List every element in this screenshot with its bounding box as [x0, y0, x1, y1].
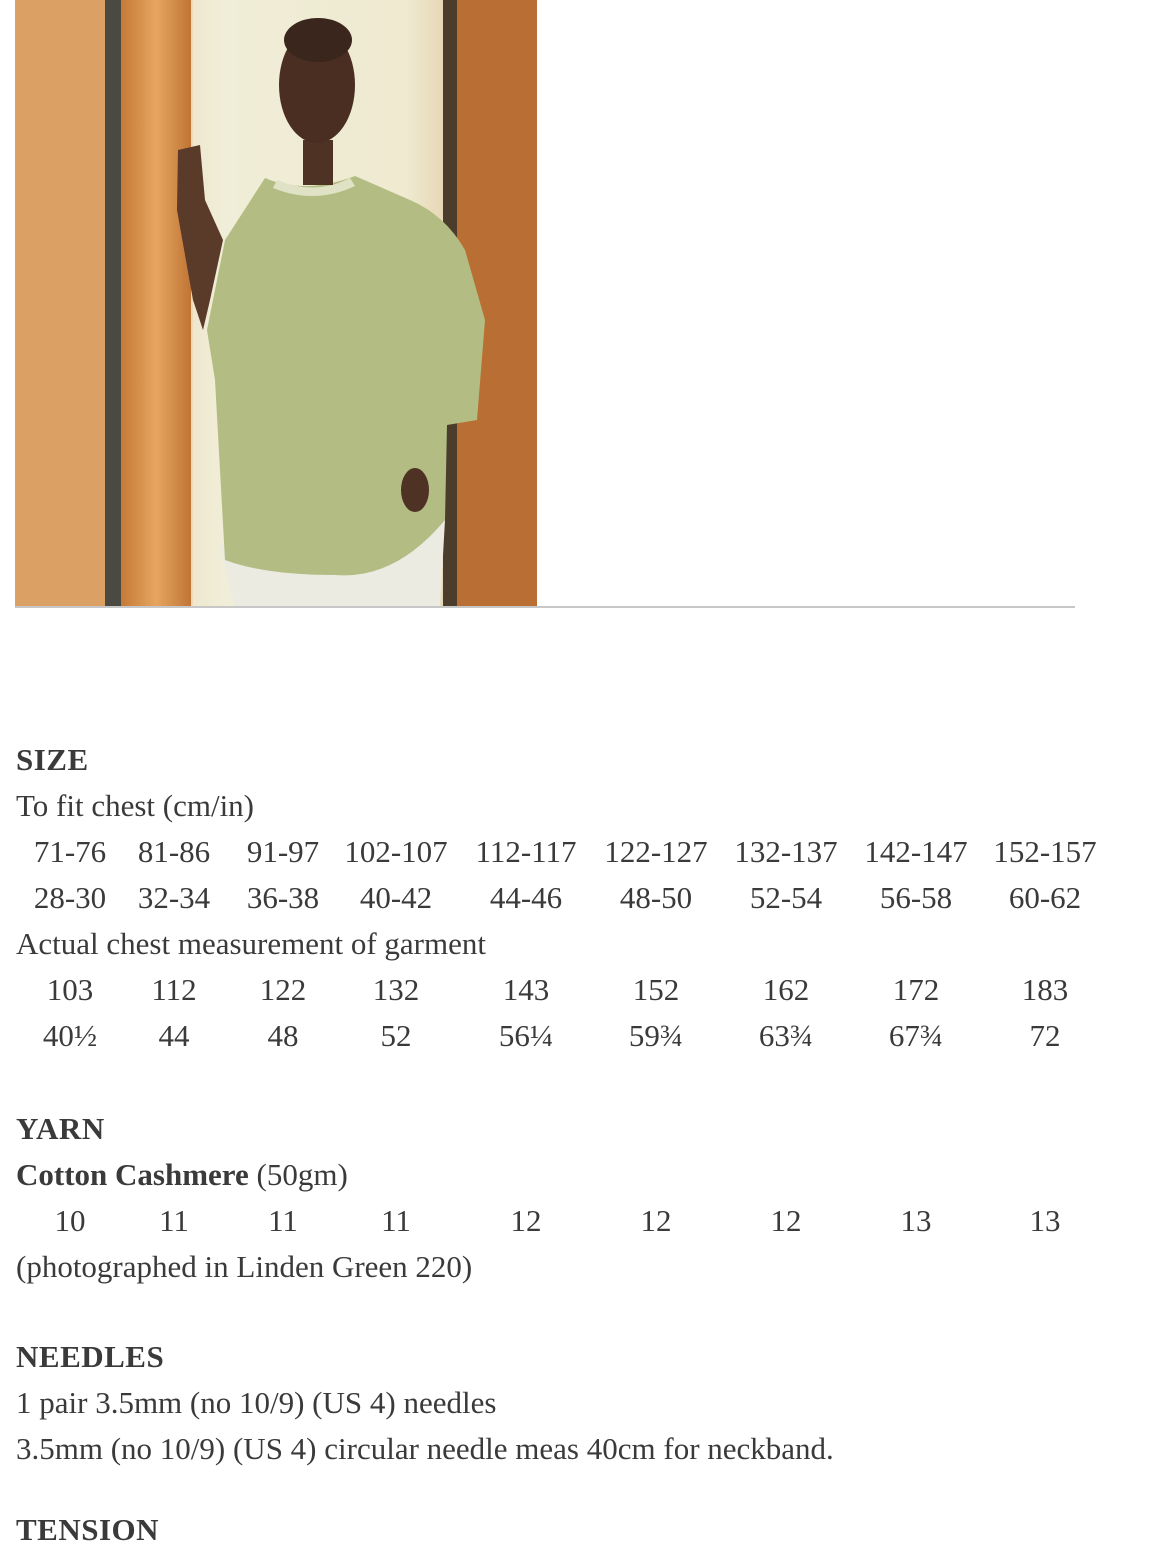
- actual-cm: 143: [502, 972, 550, 1007]
- actual-in: 67¾: [888, 1018, 944, 1053]
- yarn-note: (photographed in Linden Green 220): [16, 1249, 473, 1284]
- actual-cm: 112: [151, 972, 197, 1007]
- actual-in: 52: [380, 1018, 412, 1053]
- needles-line-2: 3.5mm (no 10/9) (US 4) circular needle meas 40cm for neckband.: [16, 1431, 834, 1466]
- actual-in: 48: [267, 1018, 299, 1053]
- size-cm: 91-97: [246, 834, 320, 869]
- actual-cm: 172: [892, 972, 940, 1007]
- size-in: 36-38: [246, 880, 320, 915]
- size-cm: 142-147: [864, 834, 968, 869]
- needles-section: [16, 1334, 1158, 1472]
- size-cm: 112-117: [475, 834, 577, 869]
- yarn-name: Cotton Cashmere: [16, 1157, 249, 1192]
- actual-in: 40½: [42, 1018, 98, 1053]
- size-section: [16, 737, 1158, 1059]
- yarn-balls: 12: [510, 1203, 542, 1238]
- size-cm-row: [16, 829, 1158, 875]
- needles-heading: NEEDLES: [16, 1339, 165, 1374]
- yarn-weight: (50gm): [248, 1157, 348, 1192]
- size-in-row: [16, 875, 1158, 921]
- size-in: 60-62: [1008, 880, 1082, 915]
- needles-line-1: 1 pair 3.5mm (no 10/9) (US 4) needles: [16, 1385, 497, 1420]
- yarn-balls: 11: [268, 1203, 298, 1238]
- actual-cm: 132: [372, 972, 420, 1007]
- yarn-balls: 13: [900, 1203, 932, 1238]
- actual-cm: 183: [1021, 972, 1069, 1007]
- size-in: 32-34: [137, 880, 211, 915]
- yarn-balls: 10: [54, 1203, 86, 1238]
- size-heading: SIZE: [16, 742, 89, 777]
- yarn-line: [16, 1152, 1158, 1198]
- yarn-balls: 13: [1029, 1203, 1061, 1238]
- size-cm: 81-86: [137, 834, 211, 869]
- tension-heading: TENSION: [16, 1512, 160, 1547]
- actual-in: 44: [158, 1018, 190, 1053]
- actual-in: 56¼: [498, 1018, 554, 1053]
- yarn-balls: 11: [159, 1203, 189, 1238]
- actual-cm: 122: [259, 972, 307, 1007]
- actual-in: 72: [1029, 1018, 1061, 1053]
- actual-cm: 152: [632, 972, 680, 1007]
- actual-cm: 162: [762, 972, 810, 1007]
- yarn-balls: 12: [640, 1203, 672, 1238]
- size-cm: 102-107: [344, 834, 448, 869]
- size-in: 40-42: [359, 880, 433, 915]
- size-cm: 152-157: [993, 834, 1097, 869]
- size-in: 56-58: [879, 880, 953, 915]
- yarn-balls-row: [16, 1198, 1158, 1244]
- yarn-balls: 11: [381, 1203, 411, 1238]
- actual-chest-label: Actual chest measurement of garment: [16, 926, 486, 961]
- size-in: 44-46: [489, 880, 563, 915]
- yarn-heading: YARN: [16, 1111, 105, 1146]
- size-in: 52-54: [749, 880, 823, 915]
- actual-in: 63¾: [758, 1018, 814, 1053]
- size-cm: 132-137: [734, 834, 838, 869]
- to-fit-label: To fit chest (cm/in): [16, 788, 255, 823]
- size-cm: 71-76: [33, 834, 107, 869]
- actual-in-row: [16, 1013, 1158, 1059]
- size-in: 48-50: [619, 880, 693, 915]
- actual-cm: 103: [46, 972, 94, 1007]
- size-in: 28-30: [33, 880, 107, 915]
- size-cm: 122-127: [604, 834, 708, 869]
- divider-rule: [15, 606, 1075, 608]
- actual-cm-row: [16, 967, 1158, 1013]
- yarn-section: [16, 1106, 1158, 1290]
- actual-in: 59¾: [628, 1018, 684, 1053]
- model-photo: [15, 0, 537, 608]
- yarn-balls: 12: [770, 1203, 802, 1238]
